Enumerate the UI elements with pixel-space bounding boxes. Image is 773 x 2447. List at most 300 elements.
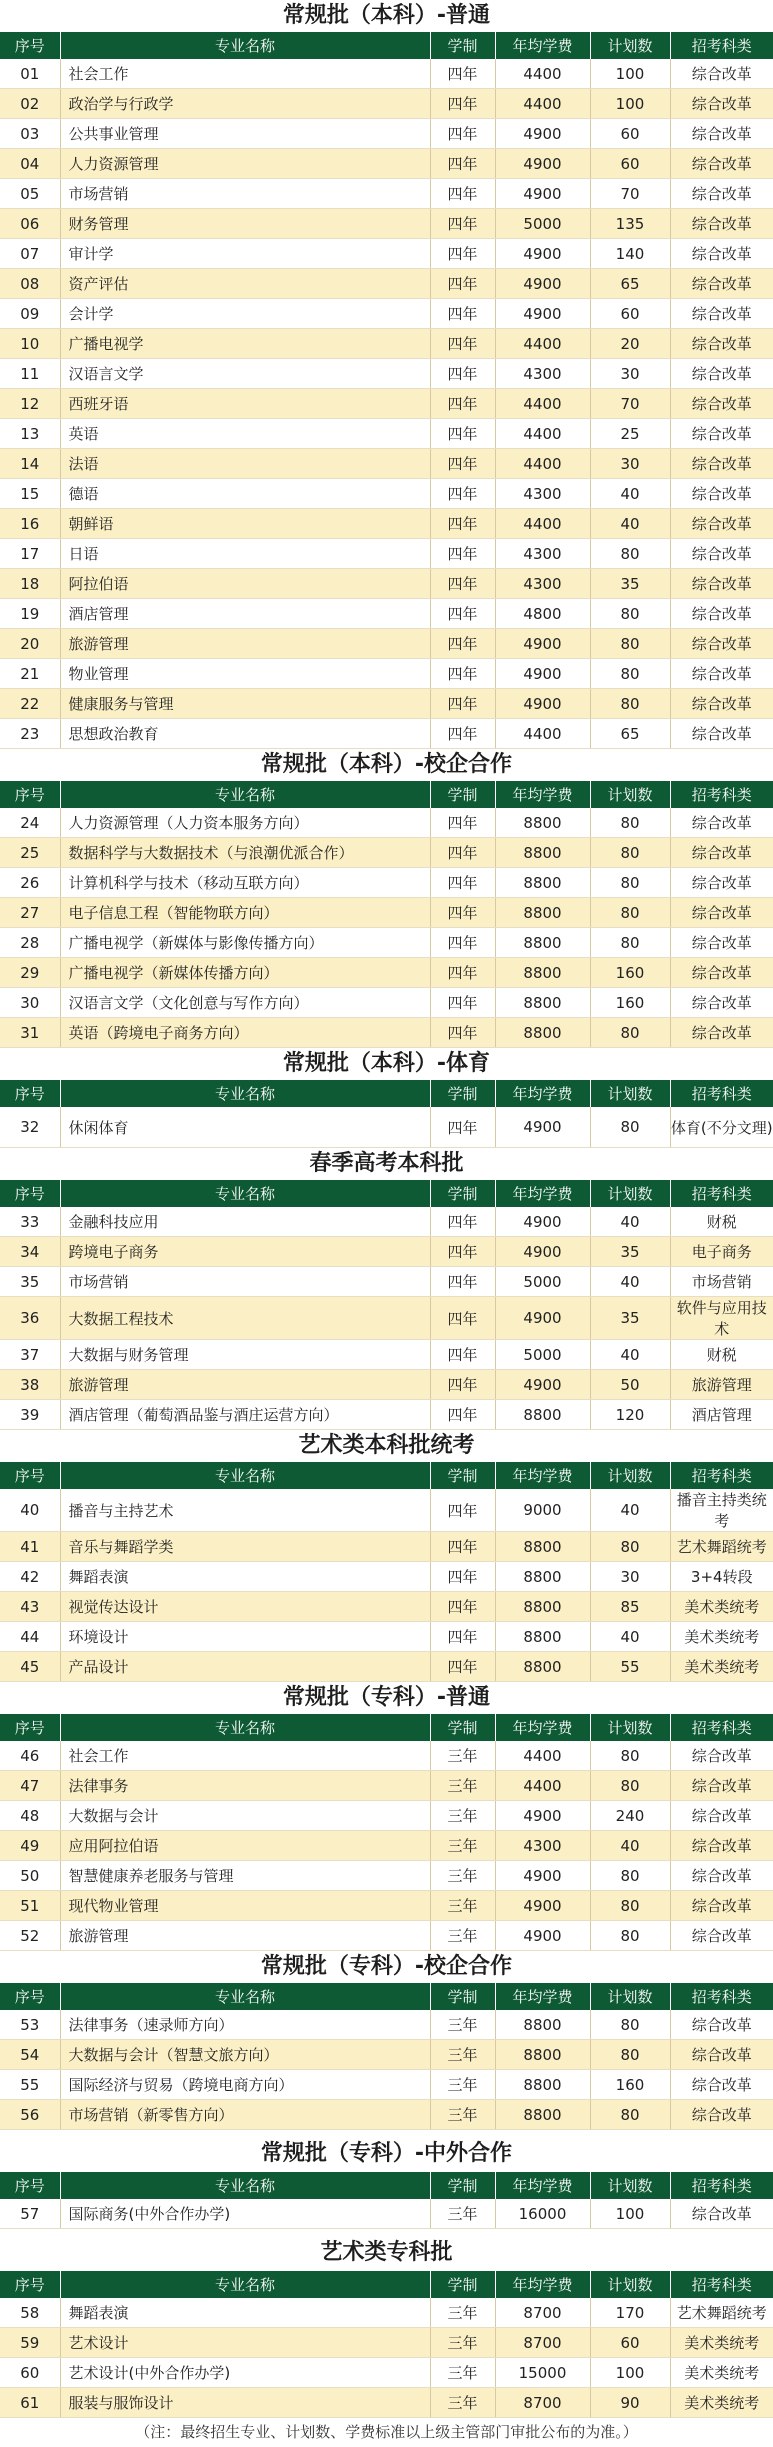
cell-exam-category: 电子商务 (670, 1237, 773, 1267)
table-row (0, 1891, 773, 1921)
cell-plan-count: 80 (590, 539, 670, 569)
cell-exam-category: 综合改革 (670, 1801, 773, 1831)
header-duration: 学制 (430, 2172, 495, 2199)
cell-major-name: 审计学 (60, 239, 430, 269)
table-row (0, 898, 773, 928)
header-tuition: 年均学费 (495, 1080, 590, 1107)
cell-duration: 四年 (430, 838, 495, 868)
header-major-name: 专业名称 (60, 2271, 430, 2298)
cell-major-name: 金融科技应用 (60, 1207, 430, 1237)
cell-serial: 15 (0, 479, 60, 509)
cell-serial: 37 (0, 1340, 60, 1370)
cell-serial: 53 (0, 2010, 60, 2040)
cell-duration: 四年 (430, 1370, 495, 1400)
table-row (0, 1741, 773, 1771)
cell-duration: 四年 (430, 1267, 495, 1297)
cell-duration: 三年 (430, 2100, 495, 2130)
table-row (0, 1237, 773, 1267)
cell-major-name: 思想政治教育 (60, 719, 430, 749)
cell-serial: 32 (0, 1107, 60, 1148)
cell-duration: 三年 (430, 1801, 495, 1831)
cell-serial: 38 (0, 1370, 60, 1400)
cell-tuition: 4300 (495, 479, 590, 509)
cell-tuition: 4400 (495, 449, 590, 479)
cell-plan-count: 35 (590, 1297, 670, 1340)
section-table (0, 1180, 773, 1430)
cell-major-name: 音乐与舞蹈学类 (60, 1532, 430, 1562)
cell-serial: 60 (0, 2358, 60, 2388)
cell-duration: 四年 (430, 1489, 495, 1532)
cell-duration: 四年 (430, 1018, 495, 1048)
section-title: 常规批（专科）-校企合作 (260, 1954, 513, 1979)
cell-plan-count: 80 (590, 1921, 670, 1951)
table-row (0, 1831, 773, 1861)
table-row (0, 1297, 773, 1340)
cell-duration: 四年 (430, 359, 495, 389)
cell-duration: 三年 (430, 1891, 495, 1921)
cell-plan-count: 100 (590, 2358, 670, 2388)
cell-exam-category: 综合改革 (670, 629, 773, 659)
cell-tuition: 4900 (495, 1370, 590, 1400)
section-title: 常规批（本科）-普通 (282, 3, 491, 28)
cell-serial: 03 (0, 119, 60, 149)
cell-tuition: 8800 (495, 1592, 590, 1622)
cell-exam-category: 美术类统考 (670, 1622, 773, 1652)
header-serial: 序号 (0, 2271, 60, 2298)
cell-duration: 四年 (430, 1532, 495, 1562)
cell-serial: 41 (0, 1532, 60, 1562)
table-row (0, 689, 773, 719)
cell-plan-count: 30 (590, 1562, 670, 1592)
cell-tuition: 8800 (495, 808, 590, 838)
cell-major-name: 广播电视学（新媒体传播方向） (60, 958, 430, 988)
cell-duration: 三年 (430, 2328, 495, 2358)
cell-exam-category: 3+4转段 (670, 1562, 773, 1592)
cell-tuition: 4400 (495, 389, 590, 419)
cell-duration: 四年 (430, 1562, 495, 1592)
cell-duration: 四年 (430, 1207, 495, 1237)
cell-major-name: 艺术设计 (60, 2328, 430, 2358)
cell-exam-category: 综合改革 (670, 1891, 773, 1921)
cell-plan-count: 40 (590, 1207, 670, 1237)
header-major-name: 专业名称 (60, 781, 430, 808)
cell-serial: 06 (0, 209, 60, 239)
section-table (0, 1080, 773, 1148)
cell-plan-count: 135 (590, 209, 670, 239)
cell-serial: 30 (0, 988, 60, 1018)
cell-serial: 57 (0, 2199, 60, 2229)
cell-plan-count: 80 (590, 808, 670, 838)
cell-plan-count: 25 (590, 419, 670, 449)
cell-exam-category: 综合改革 (670, 1741, 773, 1771)
cell-serial: 46 (0, 1741, 60, 1771)
section-table (0, 1462, 773, 1682)
cell-tuition: 4900 (495, 1801, 590, 1831)
cell-serial: 35 (0, 1267, 60, 1297)
table-row (0, 1400, 773, 1430)
cell-serial: 34 (0, 1237, 60, 1267)
cell-duration: 四年 (430, 629, 495, 659)
cell-exam-category: 综合改革 (670, 539, 773, 569)
table-row (0, 89, 773, 119)
cell-exam-category: 综合改革 (670, 569, 773, 599)
table-row (0, 719, 773, 749)
cell-exam-category: 综合改革 (670, 149, 773, 179)
cell-duration: 四年 (430, 209, 495, 239)
cell-exam-category: 综合改革 (670, 119, 773, 149)
cell-tuition: 4400 (495, 509, 590, 539)
cell-serial: 42 (0, 1562, 60, 1592)
cell-exam-category: 综合改革 (670, 1771, 773, 1801)
cell-duration: 四年 (430, 89, 495, 119)
header-duration: 学制 (430, 1983, 495, 2010)
table-row (0, 1267, 773, 1297)
section-table (0, 2172, 773, 2229)
cell-exam-category: 综合改革 (670, 898, 773, 928)
cell-tuition: 4900 (495, 1207, 590, 1237)
cell-plan-count: 80 (590, 599, 670, 629)
header-duration: 学制 (430, 1462, 495, 1489)
cell-tuition: 4900 (495, 299, 590, 329)
cell-serial: 39 (0, 1400, 60, 1430)
cell-tuition: 16000 (495, 2199, 590, 2229)
table-row (0, 1107, 773, 1148)
cell-duration: 四年 (430, 689, 495, 719)
table-row (0, 2010, 773, 2040)
cell-exam-category: 综合改革 (670, 659, 773, 689)
cell-exam-category: 综合改革 (670, 209, 773, 239)
cell-serial: 50 (0, 1861, 60, 1891)
cell-exam-category: 财税 (670, 1207, 773, 1237)
cell-tuition: 5000 (495, 1267, 590, 1297)
cell-duration: 四年 (430, 988, 495, 1018)
cell-tuition: 4400 (495, 719, 590, 749)
cell-serial: 61 (0, 2388, 60, 2418)
cell-tuition: 4400 (495, 1771, 590, 1801)
header-exam-category: 招考科类 (670, 2172, 773, 2199)
cell-exam-category: 旅游管理 (670, 1370, 773, 1400)
table-header-row (0, 1462, 773, 1489)
table-row (0, 988, 773, 1018)
cell-tuition: 8800 (495, 1652, 590, 1682)
cell-plan-count: 80 (590, 2040, 670, 2070)
header-tuition: 年均学费 (495, 781, 590, 808)
cell-tuition: 8800 (495, 2070, 590, 2100)
cell-plan-count: 160 (590, 988, 670, 1018)
cell-exam-category: 综合改革 (670, 449, 773, 479)
cell-tuition: 4400 (495, 1741, 590, 1771)
cell-major-name: 社会工作 (60, 59, 430, 89)
cell-plan-count: 30 (590, 449, 670, 479)
cell-duration: 三年 (430, 1921, 495, 1951)
header-major-name: 专业名称 (60, 1180, 430, 1207)
cell-exam-category: 艺术舞蹈统考 (670, 1532, 773, 1562)
table-row (0, 1489, 773, 1532)
cell-exam-category: 综合改革 (670, 2070, 773, 2100)
cell-major-name: 法律事务（速录师方向） (60, 2010, 430, 2040)
cell-serial: 54 (0, 2040, 60, 2070)
table-row (0, 389, 773, 419)
cell-major-name: 西班牙语 (60, 389, 430, 419)
cell-serial: 55 (0, 2070, 60, 2100)
header-tuition: 年均学费 (495, 1983, 590, 2010)
table-row (0, 269, 773, 299)
cell-plan-count: 40 (590, 509, 670, 539)
cell-duration: 四年 (430, 269, 495, 299)
cell-plan-count: 40 (590, 1267, 670, 1297)
cell-plan-count: 20 (590, 329, 670, 359)
header-exam-category: 招考科类 (670, 1714, 773, 1741)
cell-major-name: 汉语言文学（文化创意与写作方向） (60, 988, 430, 1018)
section-title: 常规批（本科）-校企合作 (260, 752, 513, 777)
cell-tuition: 4300 (495, 359, 590, 389)
table-header-row (0, 1983, 773, 2010)
cell-serial: 26 (0, 868, 60, 898)
header-tuition: 年均学费 (495, 2271, 590, 2298)
cell-serial: 08 (0, 269, 60, 299)
cell-plan-count: 80 (590, 838, 670, 868)
cell-serial: 44 (0, 1622, 60, 1652)
section-table (0, 1714, 773, 1951)
header-serial: 序号 (0, 2172, 60, 2199)
cell-plan-count: 65 (590, 719, 670, 749)
cell-duration: 三年 (430, 2070, 495, 2100)
cell-serial: 14 (0, 449, 60, 479)
cell-tuition: 4900 (495, 1237, 590, 1267)
cell-serial: 27 (0, 898, 60, 928)
table-row (0, 239, 773, 269)
cell-major-name: 艺术设计(中外合作办学) (60, 2358, 430, 2388)
cell-tuition: 8800 (495, 868, 590, 898)
cell-exam-category: 综合改革 (670, 958, 773, 988)
cell-duration: 四年 (430, 1622, 495, 1652)
cell-serial: 36 (0, 1297, 60, 1340)
cell-duration: 四年 (430, 119, 495, 149)
cell-duration: 三年 (430, 2199, 495, 2229)
cell-major-name: 旅游管理 (60, 629, 430, 659)
cell-plan-count: 80 (590, 868, 670, 898)
cell-duration: 四年 (430, 1340, 495, 1370)
cell-major-name: 服装与服饰设计 (60, 2388, 430, 2418)
cell-serial: 07 (0, 239, 60, 269)
cell-plan-count: 60 (590, 299, 670, 329)
cell-exam-category: 体育(不分文理) (670, 1107, 773, 1148)
cell-major-name: 酒店管理 (60, 599, 430, 629)
cell-tuition: 8700 (495, 2388, 590, 2418)
cell-major-name: 大数据与财务管理 (60, 1340, 430, 1370)
cell-duration: 四年 (430, 659, 495, 689)
cell-plan-count: 60 (590, 119, 670, 149)
table-row (0, 659, 773, 689)
cell-tuition: 4900 (495, 1107, 590, 1148)
cell-plan-count: 80 (590, 2100, 670, 2130)
cell-plan-count: 170 (590, 2298, 670, 2328)
cell-serial: 02 (0, 89, 60, 119)
cell-exam-category: 综合改革 (670, 689, 773, 719)
cell-plan-count: 80 (590, 1891, 670, 1921)
cell-serial: 25 (0, 838, 60, 868)
cell-major-name: 旅游管理 (60, 1370, 430, 1400)
cell-serial: 19 (0, 599, 60, 629)
cell-duration: 四年 (430, 299, 495, 329)
cell-major-name: 大数据工程技术 (60, 1297, 430, 1340)
cell-major-name: 市场营销 (60, 1267, 430, 1297)
header-exam-category: 招考科类 (670, 1983, 773, 2010)
cell-tuition: 15000 (495, 2358, 590, 2388)
header-serial: 序号 (0, 32, 60, 59)
cell-tuition: 8800 (495, 1622, 590, 1652)
cell-serial: 24 (0, 808, 60, 838)
cell-plan-count: 160 (590, 958, 670, 988)
cell-serial: 17 (0, 539, 60, 569)
cell-duration: 四年 (430, 479, 495, 509)
table-row (0, 419, 773, 449)
cell-exam-category: 综合改革 (670, 509, 773, 539)
cell-tuition: 8800 (495, 1562, 590, 1592)
cell-serial: 01 (0, 59, 60, 89)
cell-exam-category: 综合改革 (670, 1921, 773, 1951)
table-row (0, 1592, 773, 1622)
cell-plan-count: 55 (590, 1652, 670, 1682)
header-serial: 序号 (0, 1180, 60, 1207)
cell-major-name: 人力资源管理 (60, 149, 430, 179)
header-plan-count: 计划数 (590, 1080, 670, 1107)
cell-plan-count: 65 (590, 269, 670, 299)
section-table (0, 32, 773, 749)
cell-tuition: 4900 (495, 179, 590, 209)
header-exam-category: 招考科类 (670, 1080, 773, 1107)
cell-exam-category: 综合改革 (670, 2010, 773, 2040)
cell-plan-count: 60 (590, 2328, 670, 2358)
table-header-row (0, 781, 773, 808)
cell-major-name: 会计学 (60, 299, 430, 329)
cell-plan-count: 70 (590, 179, 670, 209)
cell-plan-count: 85 (590, 1592, 670, 1622)
cell-plan-count: 80 (590, 659, 670, 689)
footnote: （注：最终招生专业、计划数、学费标准以上级主管部门审批公布的为准。） (135, 2423, 638, 2441)
cell-exam-category: 综合改革 (670, 1831, 773, 1861)
cell-major-name: 阿拉伯语 (60, 569, 430, 599)
cell-exam-category: 综合改革 (670, 988, 773, 1018)
cell-plan-count: 70 (590, 389, 670, 419)
table-row (0, 629, 773, 659)
cell-exam-category: 软件与应用技术 (670, 1297, 773, 1340)
cell-exam-category: 综合改革 (670, 1861, 773, 1891)
cell-exam-category: 综合改革 (670, 2040, 773, 2070)
cell-plan-count: 80 (590, 1107, 670, 1148)
cell-major-name: 日语 (60, 539, 430, 569)
cell-duration: 三年 (430, 1741, 495, 1771)
cell-exam-category: 综合改革 (670, 329, 773, 359)
cell-serial: 09 (0, 299, 60, 329)
header-tuition: 年均学费 (495, 1180, 590, 1207)
cell-tuition: 8800 (495, 898, 590, 928)
cell-exam-category: 综合改革 (670, 808, 773, 838)
header-duration: 学制 (430, 1714, 495, 1741)
cell-duration: 四年 (430, 329, 495, 359)
header-serial: 序号 (0, 781, 60, 808)
cell-serial: 18 (0, 569, 60, 599)
cell-duration: 三年 (430, 1771, 495, 1801)
cell-plan-count: 80 (590, 629, 670, 659)
cell-tuition: 4900 (495, 689, 590, 719)
table-header-row (0, 2172, 773, 2199)
cell-plan-count: 30 (590, 359, 670, 389)
table-row (0, 2298, 773, 2328)
cell-tuition: 4300 (495, 539, 590, 569)
cell-duration: 四年 (430, 958, 495, 988)
cell-plan-count: 160 (590, 2070, 670, 2100)
cell-tuition: 4900 (495, 119, 590, 149)
cell-tuition: 4300 (495, 569, 590, 599)
cell-duration: 三年 (430, 2040, 495, 2070)
cell-duration: 四年 (430, 509, 495, 539)
header-tuition: 年均学费 (495, 1462, 590, 1489)
cell-plan-count: 35 (590, 1237, 670, 1267)
cell-duration: 四年 (430, 1107, 495, 1148)
cell-exam-category: 综合改革 (670, 838, 773, 868)
header-major-name: 专业名称 (60, 1983, 430, 2010)
cell-duration: 四年 (430, 389, 495, 419)
cell-tuition: 8800 (495, 2040, 590, 2070)
cell-exam-category: 综合改革 (670, 359, 773, 389)
cell-tuition: 8700 (495, 2298, 590, 2328)
cell-tuition: 5000 (495, 1340, 590, 1370)
cell-serial: 13 (0, 419, 60, 449)
cell-plan-count: 40 (590, 479, 670, 509)
cell-duration: 四年 (430, 808, 495, 838)
cell-plan-count: 80 (590, 1018, 670, 1048)
cell-major-name: 智慧健康养老服务与管理 (60, 1861, 430, 1891)
cell-plan-count: 80 (590, 1741, 670, 1771)
cell-exam-category: 美术类统考 (670, 1652, 773, 1682)
table-row (0, 2199, 773, 2229)
section-title: 常规批（专科）-普通 (282, 1685, 491, 1710)
cell-major-name: 人力资源管理（人力资本服务方向） (60, 808, 430, 838)
cell-serial: 22 (0, 689, 60, 719)
cell-exam-category: 综合改革 (670, 719, 773, 749)
cell-major-name: 英语（跨境电子商务方向） (60, 1018, 430, 1048)
cell-tuition: 8800 (495, 1400, 590, 1430)
cell-exam-category: 美术类统考 (670, 2388, 773, 2418)
cell-major-name: 旅游管理 (60, 1921, 430, 1951)
cell-major-name: 政治学与行政学 (60, 89, 430, 119)
cell-tuition: 4400 (495, 59, 590, 89)
cell-exam-category: 美术类统考 (670, 1592, 773, 1622)
header-exam-category: 招考科类 (670, 2271, 773, 2298)
cell-duration: 四年 (430, 719, 495, 749)
cell-duration: 三年 (430, 2388, 495, 2418)
cell-tuition: 4400 (495, 329, 590, 359)
cell-major-name: 舞蹈表演 (60, 2298, 430, 2328)
header-tuition: 年均学费 (495, 2172, 590, 2199)
cell-major-name: 法语 (60, 449, 430, 479)
table-row (0, 209, 773, 239)
cell-plan-count: 100 (590, 89, 670, 119)
cell-plan-count: 40 (590, 1340, 670, 1370)
cell-plan-count: 80 (590, 928, 670, 958)
header-serial: 序号 (0, 1983, 60, 2010)
table-row (0, 1370, 773, 1400)
cell-plan-count: 80 (590, 689, 670, 719)
cell-plan-count: 80 (590, 2010, 670, 2040)
cell-tuition: 4900 (495, 1891, 590, 1921)
cell-exam-category: 综合改革 (670, 928, 773, 958)
table-row (0, 1340, 773, 1370)
cell-plan-count: 40 (590, 1622, 670, 1652)
cell-major-name: 大数据与会计 (60, 1801, 430, 1831)
header-exam-category: 招考科类 (670, 781, 773, 808)
